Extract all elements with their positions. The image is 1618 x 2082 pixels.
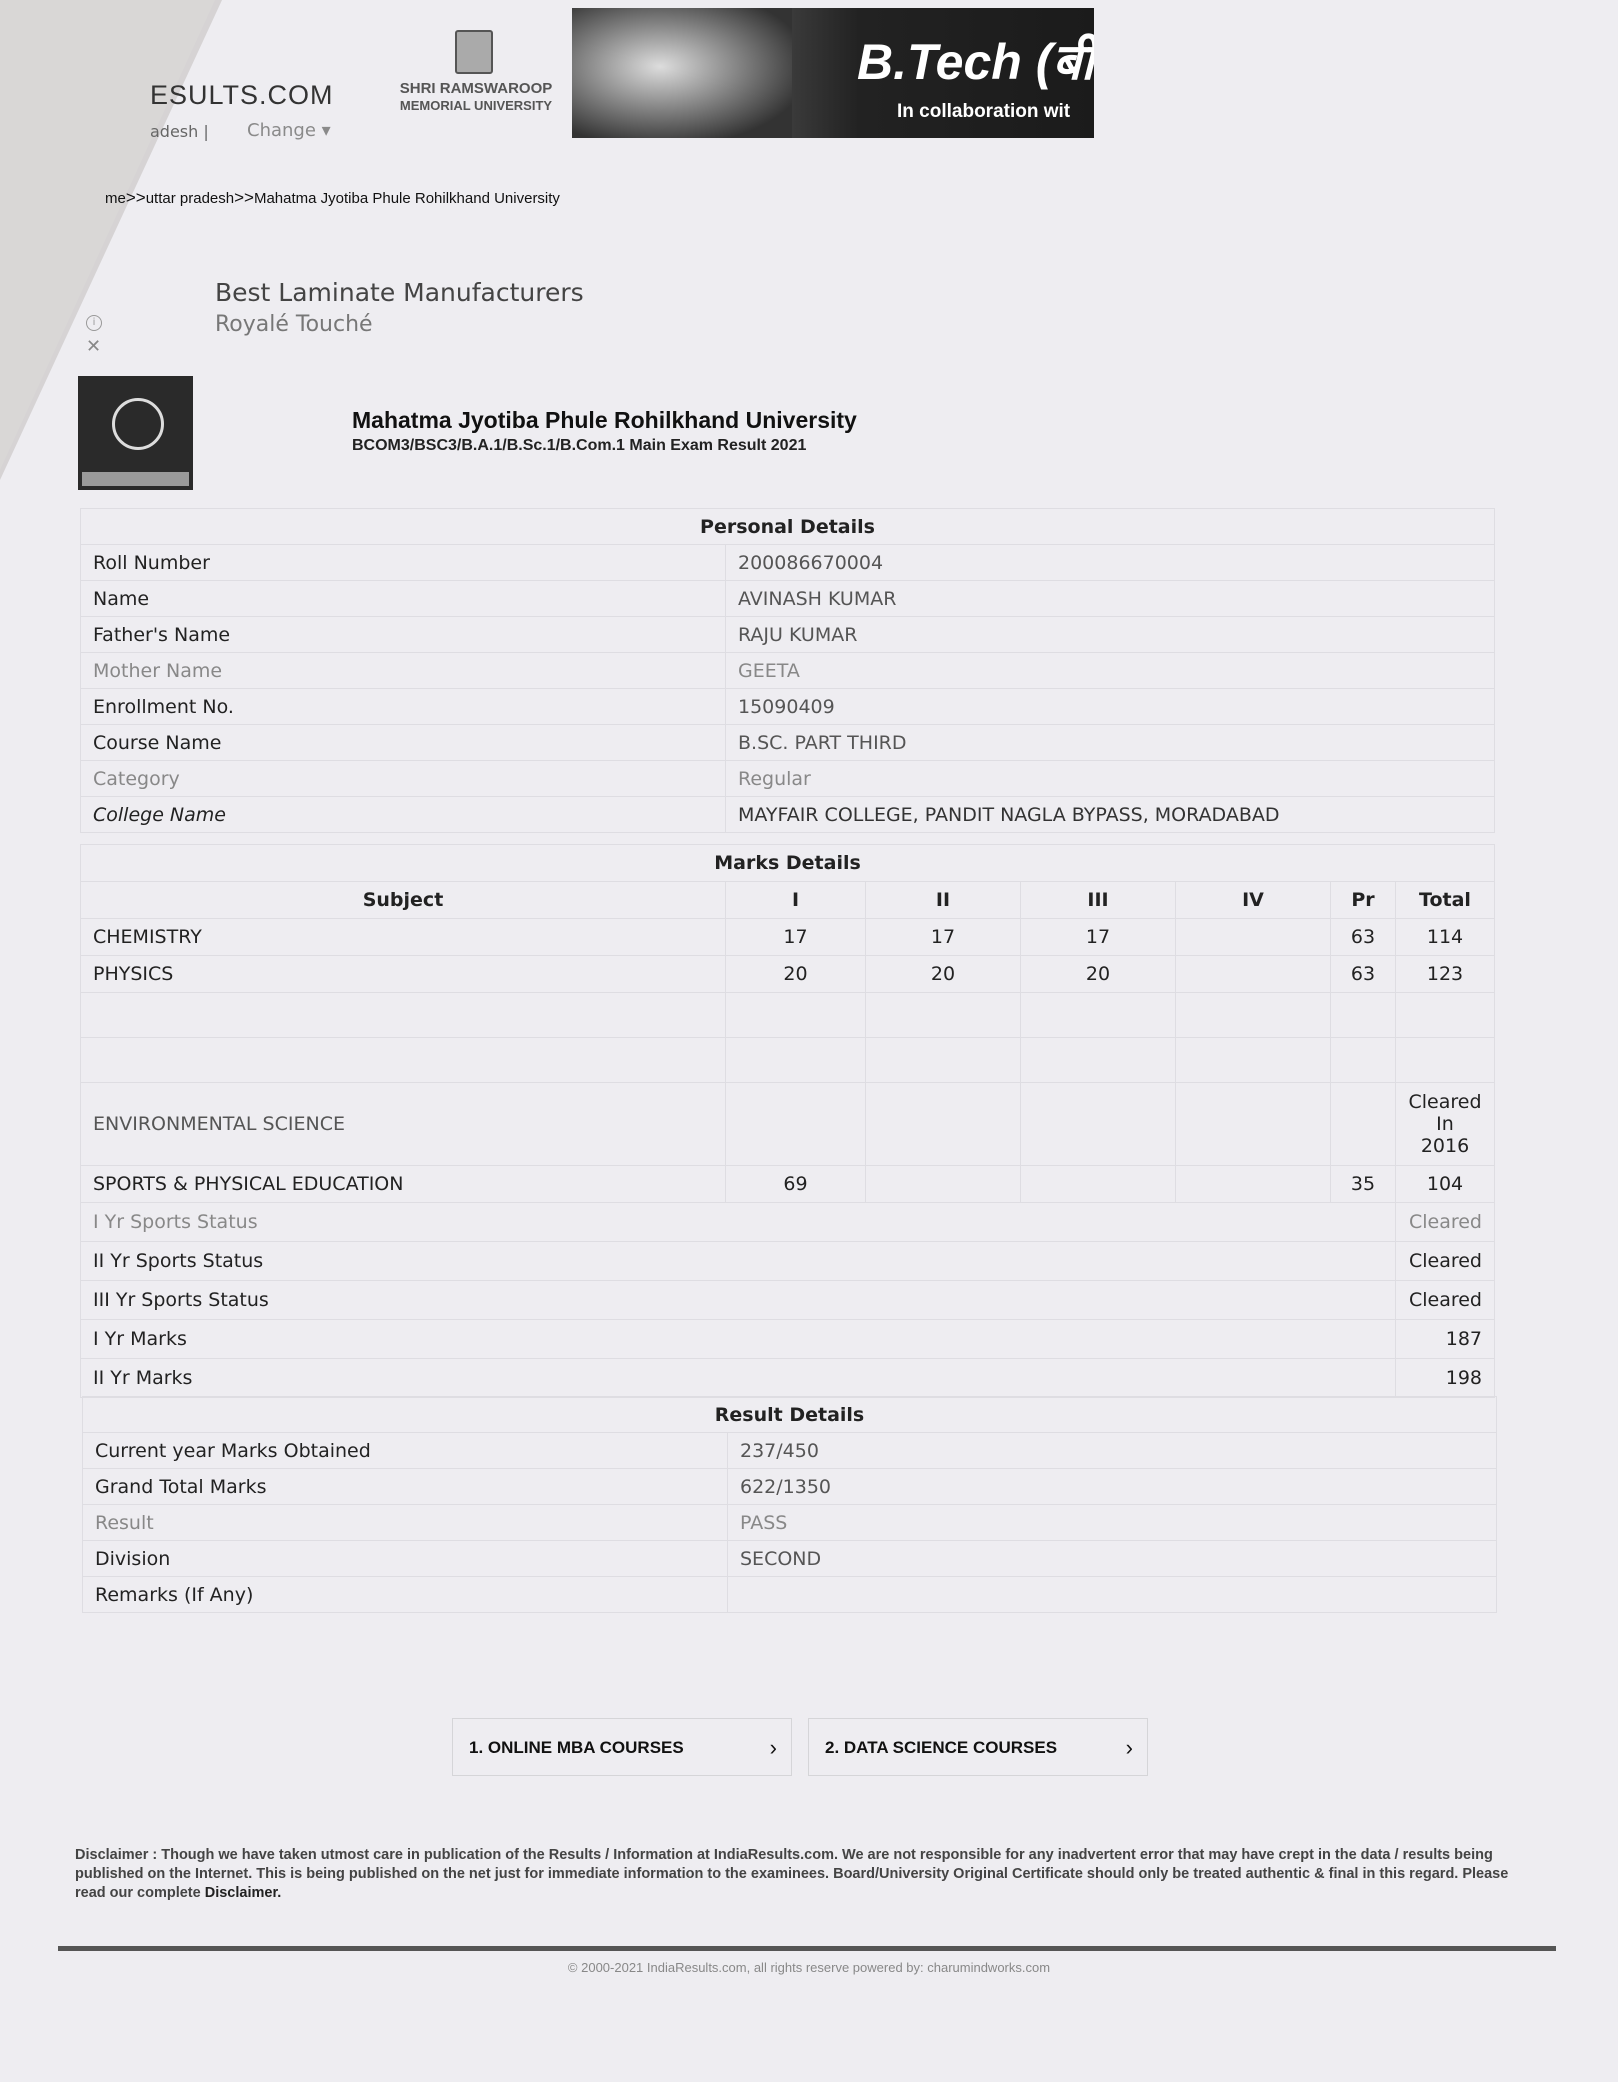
category-value: Regular — [726, 761, 1495, 797]
table-row: SPORTS & PHYSICAL EDUCATION 69 35 104 — [81, 1166, 1495, 1203]
table-row: Father's Name RAJU KUMAR — [81, 617, 1495, 653]
banner-subtitle: In collaboration wit — [897, 101, 1071, 122]
site-logo[interactable]: ESULTS.COM — [150, 80, 334, 110]
table-row: Category Regular — [81, 761, 1495, 797]
table-row: II Yr Sports Status Cleared — [81, 1242, 1495, 1281]
table-row: I Yr Sports Status Cleared — [81, 1203, 1495, 1242]
chevron-right-icon: › — [769, 1735, 777, 1760]
footer-divider — [58, 1946, 1556, 1951]
personal-details-table — [80, 508, 1495, 833]
online-mba-courses-button[interactable]: 1. ONLINE MBA COURSES › — [452, 1718, 792, 1776]
breadcrumb-separator: >> — [125, 188, 146, 207]
enrollment-value: 15090409 — [726, 689, 1495, 725]
breadcrumb-university[interactable]: Mahatma Jyotiba Phule Rohilkhand University — [253, 190, 560, 207]
roll-number-value: 200086670004 — [726, 545, 1495, 581]
table-row-empty — [81, 993, 1495, 1038]
ad-close-icon[interactable]: ✕ — [86, 336, 102, 357]
ad-title[interactable]: Best Laminate Manufacturers — [215, 278, 584, 307]
table-row: Division SECOND — [83, 1541, 1497, 1577]
ad-info-icon[interactable]: i — [86, 315, 102, 331]
marks-header-row: Subject I II III IV Pr Total — [81, 882, 1495, 919]
table-row: College Name MAYFAIR COLLEGE, PANDIT NAGLA BYPASS, MORADABAD — [81, 797, 1495, 833]
table-row: Mother Name GEETA — [81, 653, 1495, 689]
breadcrumb-home[interactable]: me — [105, 190, 126, 207]
copyright-text: © 2000-2021 IndiaResults.com, all rights reserve powered by: charumindworks.com — [567, 1960, 1051, 1975]
btech-banner-ad[interactable] — [572, 8, 1094, 138]
disclaimer-link[interactable]: Disclaimer. — [204, 1885, 282, 1901]
result-details-heading: Result Details — [83, 1397, 1497, 1433]
marks-details-table — [80, 844, 1495, 1398]
mother-name-value: GEETA — [726, 653, 1495, 689]
table-row: Grand Total Marks 622/1350 — [83, 1469, 1497, 1505]
table-row: II Yr Marks 198 — [81, 1359, 1495, 1398]
change-state-link[interactable]: Change ▾ — [247, 120, 331, 141]
table-row: III Yr Sports Status Cleared — [81, 1281, 1495, 1320]
breadcrumb-state[interactable]: uttar pradesh — [145, 190, 235, 207]
table-row: ENVIRONMENTAL SCIENCE Cleared In 2016 — [81, 1083, 1495, 1166]
seal-band — [82, 472, 189, 486]
university-ad-name: SHRI RAMSWAROOP MEMORIAL UNIVERSITY — [399, 80, 553, 113]
course-name-value: B.SC. PART THIRD — [726, 725, 1495, 761]
table-row: Roll Number 200086670004 — [81, 545, 1495, 581]
table-row: Remarks (If Any) — [83, 1577, 1497, 1613]
college-name-value: MAYFAIR COLLEGE, PANDIT NAGLA BYPASS, MORADABAD — [726, 797, 1495, 833]
table-row: Enrollment No. 15090409 — [81, 689, 1495, 725]
current-marks-value: 237/450 — [728, 1433, 1497, 1469]
banner-title: B.Tech (बी — [857, 34, 1094, 90]
remarks-value — [728, 1577, 1497, 1613]
result-exam-title: BCOM3/BSC3/B.A.1/B.Sc.1/B.Com.1 Main Exam Result 2021 — [352, 437, 807, 454]
table-row: I Yr Marks 187 — [81, 1320, 1495, 1359]
table-row: Result PASS — [83, 1505, 1497, 1541]
table-row: Course Name B.SC. PART THIRD — [81, 725, 1495, 761]
marks-details-heading: Marks Details — [81, 845, 1495, 882]
result-value: PASS — [728, 1505, 1497, 1541]
grand-total-value: 622/1350 — [728, 1469, 1497, 1505]
result-details-table — [82, 1396, 1497, 1613]
personal-details-heading: Personal Details — [81, 509, 1495, 545]
state-link[interactable]: adesh | — [150, 122, 209, 141]
breadcrumb-separator: >> — [234, 188, 254, 207]
chevron-right-icon: › — [1125, 1735, 1133, 1760]
father-name-value: RAJU KUMAR — [726, 617, 1495, 653]
division-value: SECOND — [728, 1541, 1497, 1577]
disclaimer-text: Disclaimer : Though we have taken utmost care in publication of the Results / Information at IndiaResults.com. We are not responsible for any inadvertent error that may have crept in the data / results being published on the Internet. This is being published on the net just for immediate information to the examinees. Board/University Original Certificate should only be treated authentic & final in this regard. Please read our complete Disclaimer. — [75, 1847, 1509, 1901]
table-row: Current year Marks Obtained 237/450 — [83, 1433, 1497, 1469]
breadcrumb — [105, 188, 560, 208]
result-university-title: Mahatma Jyotiba Phule Rohilkhand University — [352, 407, 857, 433]
table-row-empty — [81, 1038, 1495, 1083]
name-value: AVINASH KUMAR — [726, 581, 1495, 617]
table-row: Name AVINASH KUMAR — [81, 581, 1495, 617]
seal-wheel-icon — [112, 398, 164, 450]
university-seal-icon — [78, 376, 193, 490]
table-row: CHEMISTRY 17 17 17 63 114 — [81, 919, 1495, 956]
data-science-courses-button[interactable]: 2. DATA SCIENCE COURSES › — [808, 1718, 1148, 1776]
banner-photo — [572, 8, 792, 138]
university-emblem-icon — [455, 30, 493, 74]
ad-subtitle[interactable]: Royalé Touché — [215, 312, 373, 337]
env-status: Cleared In 2016 — [1396, 1083, 1495, 1166]
table-row: PHYSICS 20 20 20 63 123 — [81, 956, 1495, 993]
